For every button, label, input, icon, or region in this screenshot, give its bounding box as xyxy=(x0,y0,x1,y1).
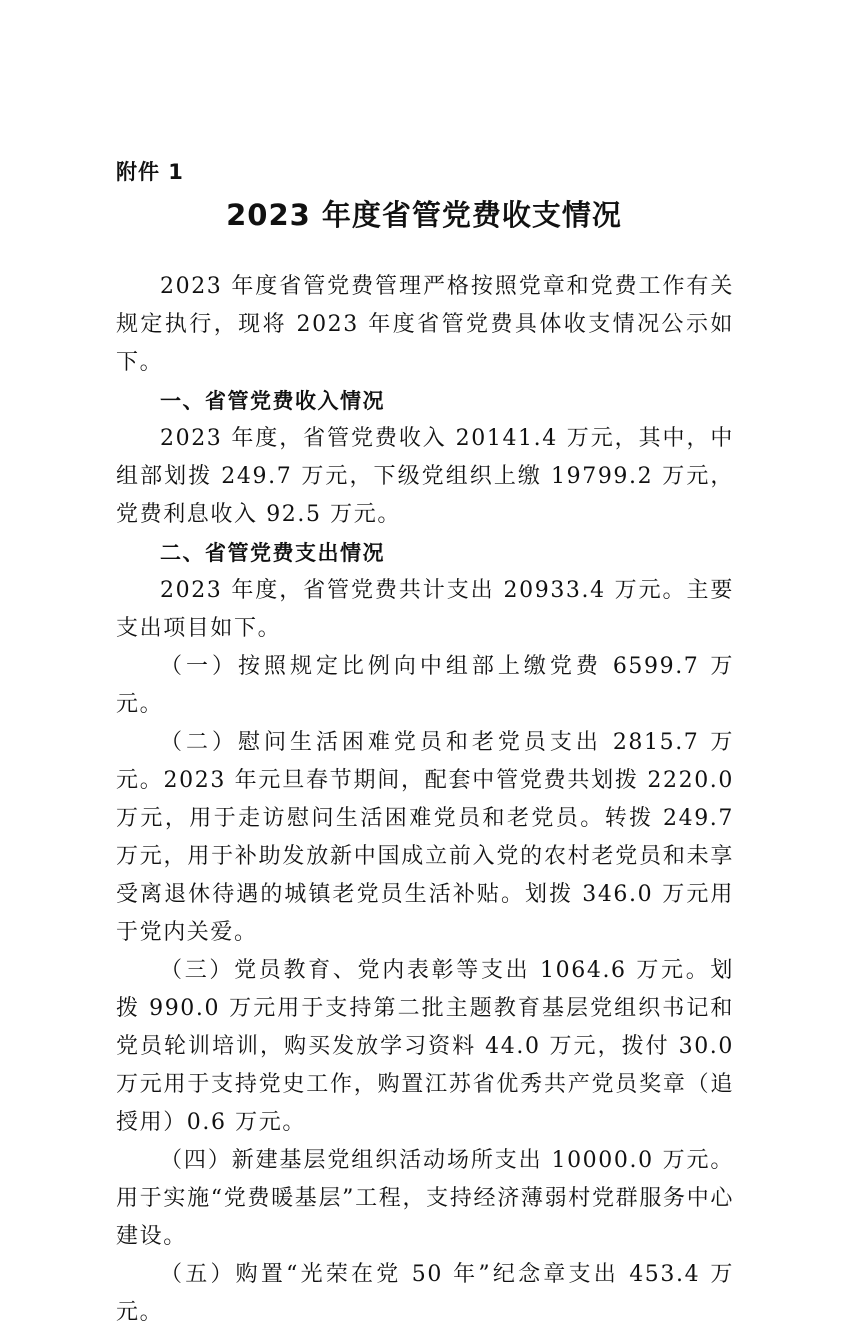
expenditure-item-5: （五）购置“光荣在党 50 年”纪念章支出 453.4 万元。 xyxy=(116,1262,734,1325)
expenditure-item-2: （二）慰问生活困难党员和老党员支出 2815.7 万元。2023 年元旦春节期间，配套中管党费共划拨 2220.0 万元，用于走访慰问生活困难党员和老党员。转拨 249.7 万元，用于补助发放新中国成立前入党的农村老党员和未享受离退休待遇的城镇老党员生活补贴。划拨 346.0 万元用于党内关爱。 xyxy=(116,730,734,945)
attachment-label: 附件 1 xyxy=(116,160,184,184)
section-heading-expenditure: 二、省管党费支出情况 xyxy=(160,541,385,565)
document-title: 2023 年度省管党费收支情况 xyxy=(226,198,622,232)
expenditure-paragraph: 2023 年度，省管党费共计支出 20933.4 万元。主要支出项目如下。 xyxy=(116,578,734,641)
intro-paragraph: 2023 年度省管党费管理严格按照党章和党费工作有关规定执行，现将 2023 年度省管党费具体收支情况公示如下。 xyxy=(116,274,734,375)
section-heading-income: 一、省管党费收入情况 xyxy=(160,389,385,413)
expenditure-item-4: （四）新建基层党组织活动场所支出 10000.0 万元。用于实施“党费暖基层”工程，支持经济薄弱村党群服务中心建设。 xyxy=(116,1148,734,1249)
expenditure-item-1: （一）按照规定比例向中组部上缴党费 6599.7 万元。 xyxy=(116,654,734,717)
expenditure-item-3: （三）党员教育、党内表彰等支出 1064.6 万元。划拨 990.0 万元用于支持第二批主题教育基层党组织书记和党员轮训培训，购买发放学习资料 44.0 万元，拨付 30.0 万元用于支持党史工作，购置江苏省优秀共产党员奖章（追授用）0.6 万元。 xyxy=(116,958,734,1135)
document-body xyxy=(116,268,734,1332)
income-paragraph: 2023 年度，省管党费收入 20141.4 万元，其中，中组部划拨 249.7 万元，下级党组织上缴 19799.2 万元，党费利息收入 92.5 万元。 xyxy=(116,426,734,527)
